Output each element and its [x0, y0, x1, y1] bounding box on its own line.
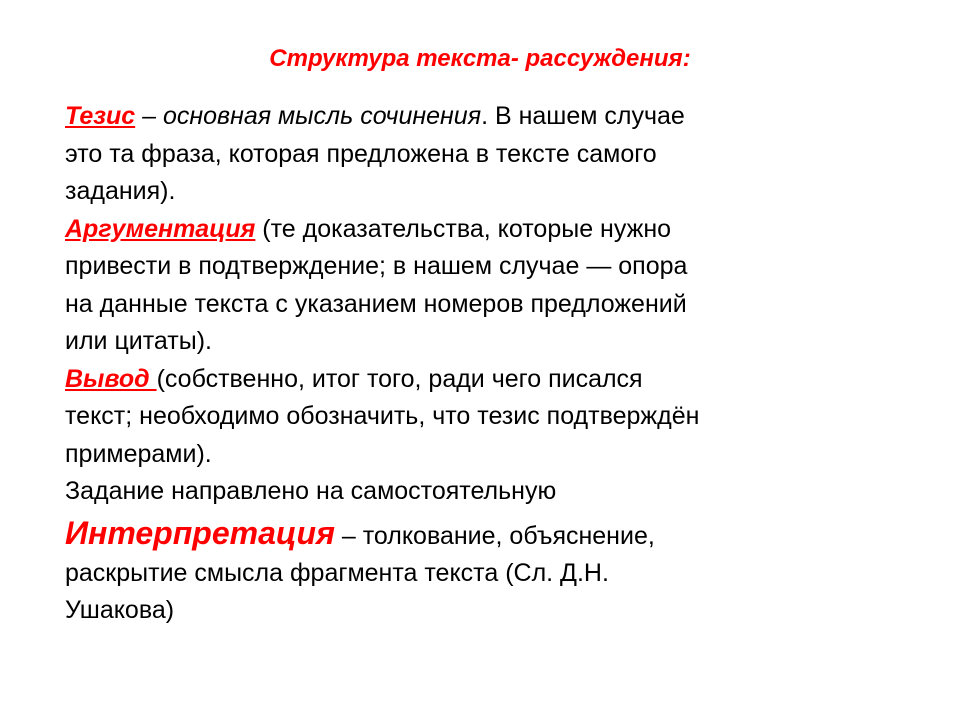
interpretation-line-3: Ушакова) [65, 596, 175, 624]
conclusion-line-2: текст; необходимо обозначить, что тезис подтверждён [65, 402, 700, 430]
argumentation-line-2: привести в подтверждение; в нашем случае — опора [65, 252, 688, 280]
thesis-line-1-rest: . В нашем случае [481, 102, 685, 130]
thesis-line-1 [65, 98, 945, 136]
interpretation-line-2: раскрытие смысла фрагмента текста (Сл. Д.Н. [65, 558, 609, 587]
conclusion-term: Вывод [65, 364, 157, 393]
thesis-term: Тезис [65, 102, 136, 130]
slide-title: Структура текста- рассуждения: [269, 45, 691, 72]
interpretation-term: Интерпретация [65, 514, 335, 551]
argumentation-line-3: на данные текста с указанием номеров предложений [65, 289, 687, 318]
argumentation-line-4: или цитаты). [65, 327, 212, 355]
thesis-line-3: задания). [65, 177, 176, 205]
argumentation-term: Аргументация [65, 214, 256, 243]
interpretation-line-1-rest: – толкование, объяснение, [334, 521, 655, 550]
thesis-line-2: это та фраза, которая предложена в тексте самого [65, 139, 657, 168]
argumentation-line-1 [65, 211, 945, 249]
argumentation-line-1-rest: (те доказательства, которые нужно [255, 214, 672, 243]
conclusion-line-3: примерами). [65, 439, 212, 468]
conclusion-line-1-rest: (собственно, итог того, ради чего писался [156, 364, 643, 393]
interpretation-line-1 [65, 511, 945, 555]
conclusion-line-1 [65, 361, 945, 399]
slide-body [65, 98, 945, 630]
task-line: Задание направлено на самостоятельную [65, 477, 557, 505]
thesis-definition: – основная мысль сочинения [135, 102, 482, 130]
